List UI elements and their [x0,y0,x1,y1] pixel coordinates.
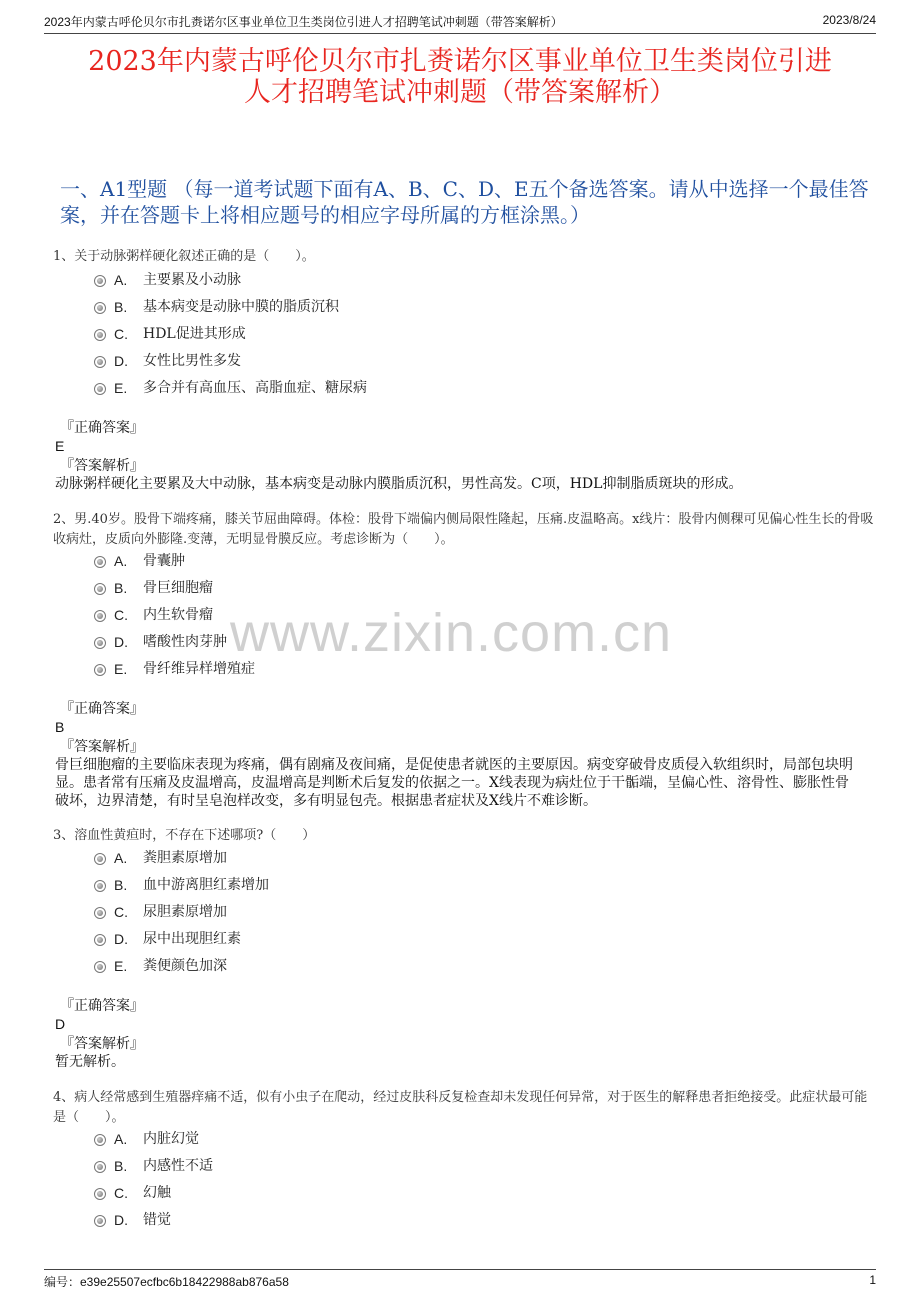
radio-icon[interactable] [94,934,106,946]
radio-icon[interactable] [94,356,106,368]
radio-icon[interactable] [94,583,106,595]
page-header [44,13,876,34]
radio-icon[interactable] [94,329,106,341]
header-date: 2023/8/24 [822,13,876,27]
title-line-1: 2023年内蒙古呼伦贝尔市扎赉诺尔区事业单位卫生类岗位引进 [88,46,832,77]
question-3-analysis: 暂无解析。 [55,1054,125,1070]
watermark: www.zixin.com.cn [230,603,673,663]
answer-label: 『正确答案』 [60,998,144,1014]
document-title [40,46,880,108]
page-number: 1 [869,1273,876,1287]
document-code: 编号：e39e25507ecfbc6b18422988ab876a58 [44,1275,289,1289]
header-doc-title: 2023年内蒙古呼伦贝尔市扎赉诺尔区事业单位卫生类岗位引进人才招聘笔试冲刺题（带答案解析） [44,15,563,29]
answer-label: 『正确答案』 [60,701,144,717]
radio-icon[interactable] [94,1215,106,1227]
analysis-label: 『答案解析』 [60,1036,144,1052]
question-1-answer: E [55,438,65,454]
radio-icon[interactable] [94,610,106,622]
page-footer [44,1269,876,1290]
answer-label: 『正确答案』 [60,420,144,436]
radio-icon[interactable] [94,961,106,973]
analysis-label: 『答案解析』 [60,739,144,755]
question-2-analysis: 骨巨细胞瘤的主要临床表现为疼痛，偶有剧痛及夜间痛，是促使患者就医的主要原因。病变穿破骨皮质侵入软组织时，局部包块明显。患者常有压痛及皮温增高，皮温增高是判断术后复发的依据之一。X线表现为病灶位于干骺端，呈偏心性、溶骨性、膨胀性骨破坏，边界清楚，有时呈皂泡样改变，多有明显包壳。根据患者症状及X线片不难诊断。 [55,757,853,809]
radio-icon[interactable] [94,383,106,395]
question-1-analysis: 动脉粥样硬化主要累及大中动脉，基本病变是动脉内膜脂质沉积，男性高发。C项，HDL抑制脂质斑块的形成。 [55,476,743,492]
radio-icon[interactable] [94,907,106,919]
radio-icon[interactable] [94,1161,106,1173]
question-3-stem: 3、溶血性黄疸时，不存在下述哪项?（ ） [53,828,316,843]
title-line-2: 人才招聘笔试冲刺题（带答案解析） [244,77,676,108]
radio-icon[interactable] [94,637,106,649]
radio-icon[interactable] [94,880,106,892]
radio-icon[interactable] [94,664,106,676]
question-2-stem: 2、男.40岁。股骨下端疼痛，膝关节屈曲障碍。体检：股骨下端偏内侧局限性隆起，压痛.皮温略高。x线片：股骨内侧稞可见偏心性生长的骨吸收病灶，皮质向外膨隆.变薄，无明显骨膜反应。考虑诊断为（ ）。 [53,512,874,547]
question-4-stem: 4、病人经常感到生殖器痒痛不适，似有小虫子在爬动，经过皮肤科反复检查却未发现任何异常，对于医生的解释患者拒绝接受。此症状最可能是（ ）。 [53,1090,868,1125]
question-2-answer: B [55,719,65,735]
radio-icon[interactable] [94,1188,106,1200]
analysis-label: 『答案解析』 [60,458,144,474]
question-3-answer: D [55,1016,66,1032]
radio-icon[interactable] [94,275,106,287]
radio-icon[interactable] [94,302,106,314]
question-1-stem: 1、关于动脉粥样硬化叙述正确的是（ ）。 [53,249,315,264]
radio-icon[interactable] [94,556,106,568]
section-heading: 一、A1型题 （每一道考试题下面有A、B、C、D、E五个备选答案。请从中选择一个最佳答案，并在答题卡上将相应题号的相应字母所属的方框涂黑。） [60,177,869,227]
radio-icon[interactable] [94,853,106,865]
radio-icon[interactable] [94,1134,106,1146]
